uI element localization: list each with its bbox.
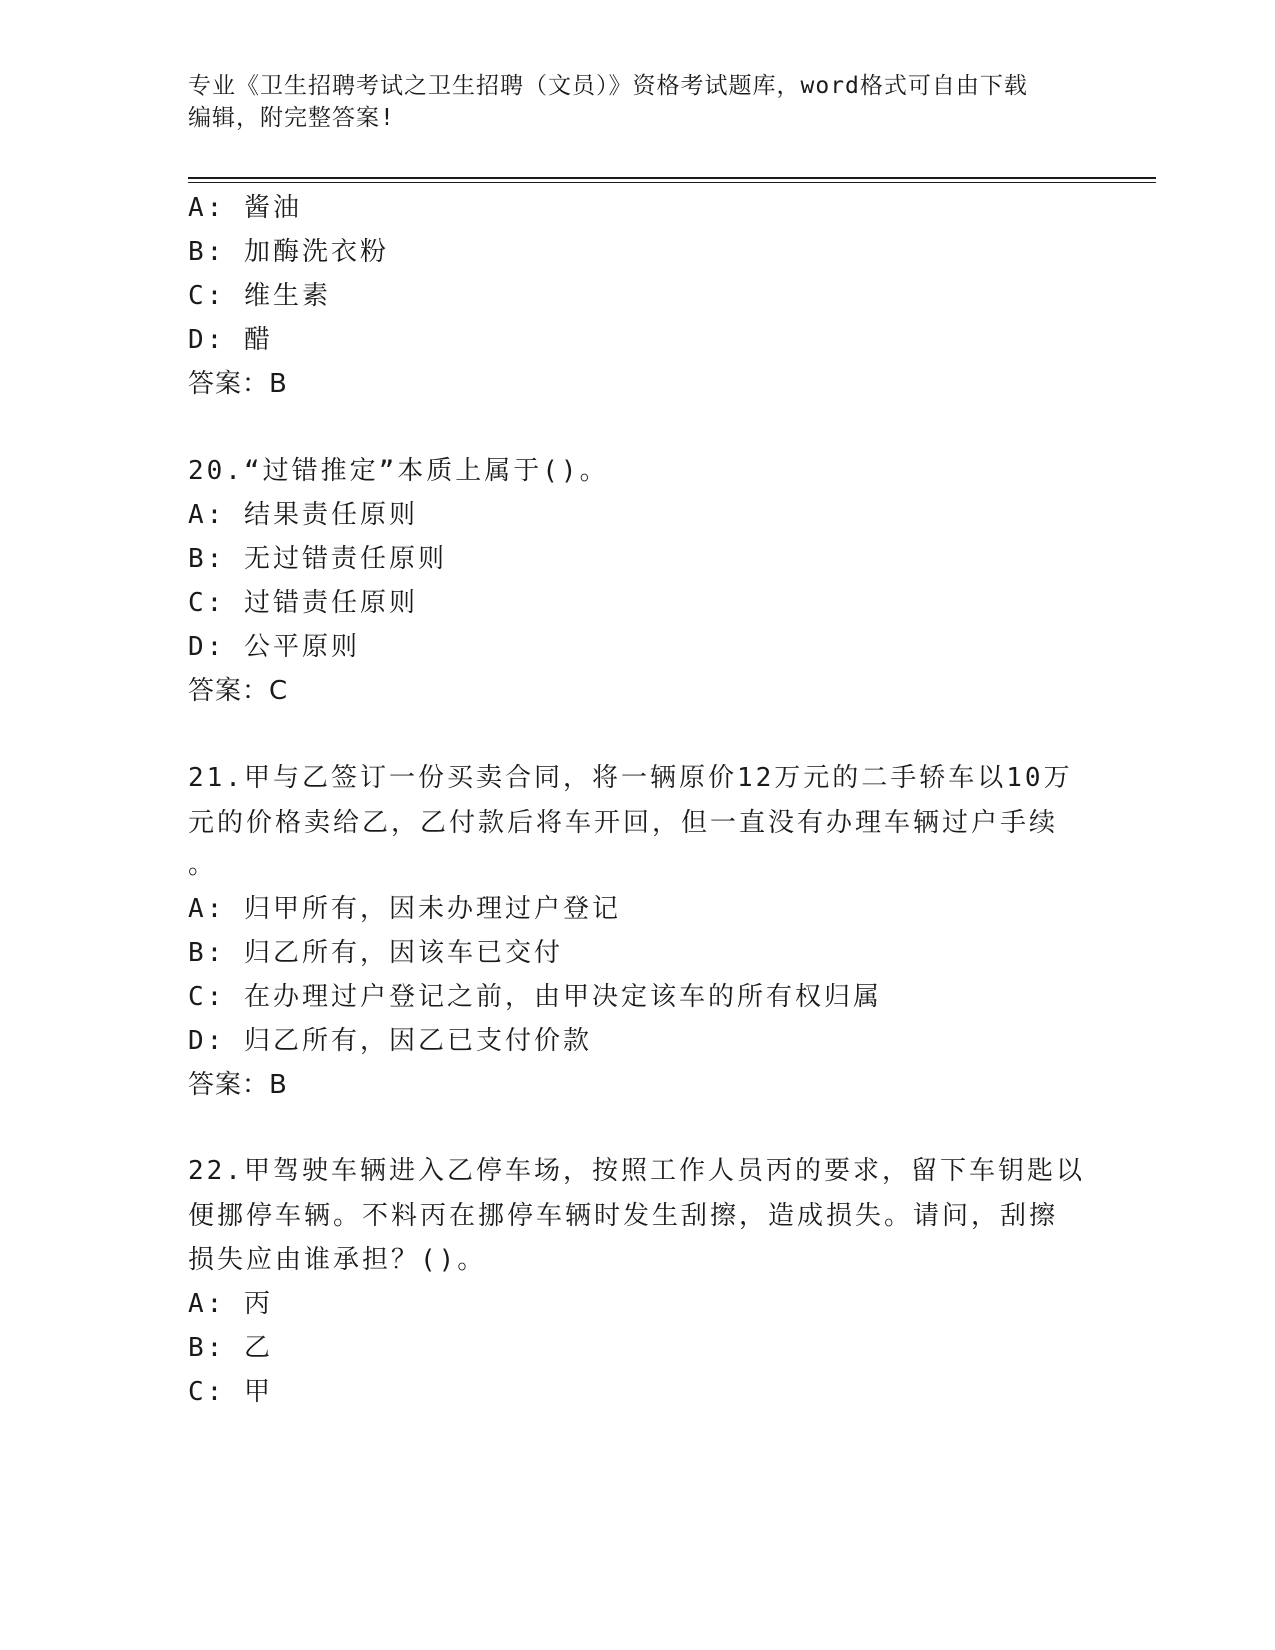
- option-d: D: 公平原则: [188, 632, 360, 662]
- option-a: A: 丙: [188, 1289, 273, 1319]
- header-line-1: 专业《卫生招聘考试之卫生招聘（文员）》资格考试题库，word格式可自由下载: [188, 73, 1028, 99]
- option-c: C: 在办理过户登记之前，由甲决定该车的所有权归属: [188, 982, 882, 1012]
- option-c: C: 甲: [188, 1377, 273, 1407]
- option-c: C: 过错责任原则: [188, 588, 418, 618]
- document-header: [188, 70, 1068, 134]
- answer: 答案：B: [188, 1070, 288, 1100]
- question-21-stem: 。: [188, 850, 218, 880]
- question-22-stem: 损失应由谁承担？()。: [188, 1245, 487, 1275]
- option-a: A: 归甲所有，因未办理过户登记: [188, 894, 621, 924]
- option-a: A: 结果责任原则: [188, 500, 418, 530]
- option-b: B: 无过错责任原则: [188, 544, 447, 574]
- option-b: B: 归乙所有，因该车已交付: [188, 938, 563, 968]
- header-divider: [188, 177, 1156, 179]
- option-a: A: 酱油: [188, 193, 302, 223]
- answer: 答案：B: [188, 369, 288, 399]
- answer: 答案：C: [188, 676, 289, 706]
- question-20-stem: 20.“过错推定”本质上属于()。: [188, 456, 609, 486]
- question-21-stem: 元的价格卖给乙，乙付款后将车开回，但一直没有办理车辆过户手续: [188, 808, 1059, 838]
- option-b: B: 乙: [188, 1333, 273, 1363]
- question-22-stem: 便挪停车辆。不料丙在挪停车辆时发生刮擦，造成损失。请问，刮擦: [188, 1201, 1059, 1231]
- question-21-stem: 21.甲与乙签订一份买卖合同，将一辆原价12万元的二手轿车以10万: [188, 763, 1073, 793]
- question-22-stem: 22.甲驾驶车辆进入乙停车场，按照工作人员丙的要求，留下车钥匙以: [188, 1156, 1085, 1186]
- option-d: D: 归乙所有，因乙已支付价款: [188, 1026, 592, 1056]
- option-c: C: 维生素: [188, 281, 331, 311]
- option-d: D: 醋: [188, 325, 273, 355]
- option-b: B: 加酶洗衣粉: [188, 237, 389, 267]
- header-line-2: 编辑，附完整答案!: [188, 105, 395, 131]
- header-divider-thin: [188, 182, 1156, 183]
